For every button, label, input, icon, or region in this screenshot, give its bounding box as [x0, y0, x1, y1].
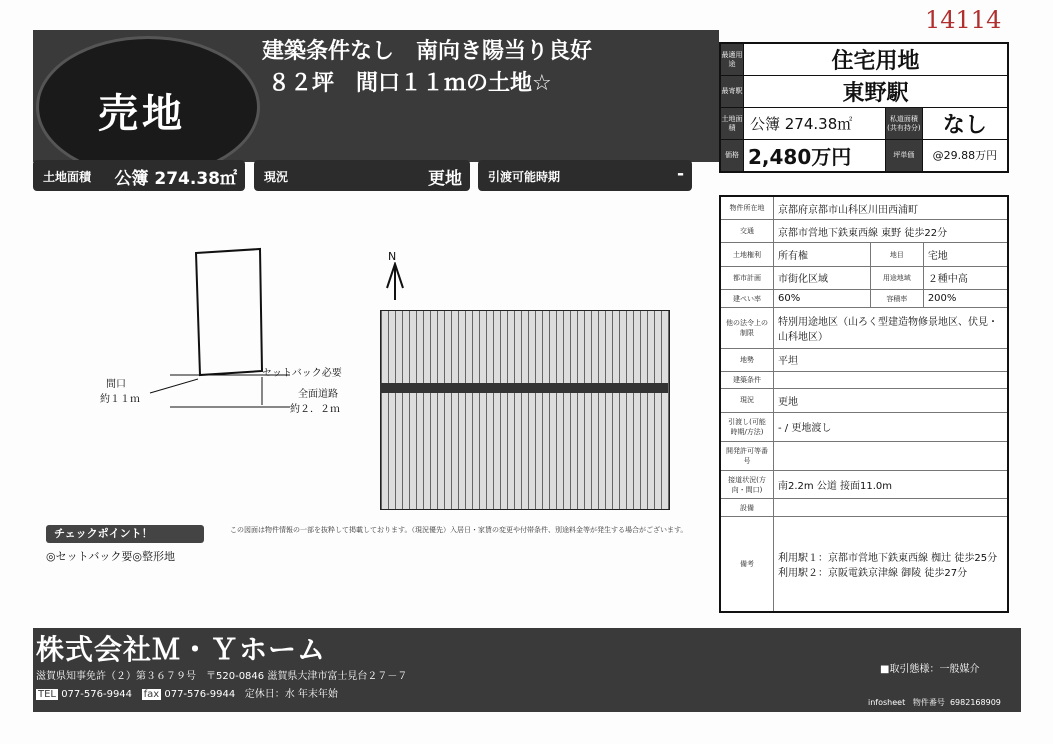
private-road-label: 私道面積(共有持分)	[885, 108, 922, 140]
detail-value: 京都市営地下鉄東西線 東野 徒歩22分	[774, 220, 1009, 243]
lot-outline	[196, 249, 262, 375]
company-name: 株式会社Ｍ・Ｙホーム	[36, 633, 327, 666]
detail-label-2: 地目	[870, 243, 923, 266]
detail-label: 設備	[720, 499, 774, 517]
tsubo-label: 坪単価	[885, 140, 922, 172]
detail-value	[774, 372, 1009, 389]
fax-label: fax	[143, 689, 160, 700]
frontage-arrow	[150, 379, 198, 393]
road-label: 全面道路	[298, 389, 338, 400]
detail-value: 60%	[774, 289, 871, 308]
status-label: 現況	[264, 170, 289, 184]
detail-label: 物件所在地	[720, 196, 774, 220]
use-label: 最適用途	[720, 43, 744, 76]
land-area-value: 公簿 274.38㎡	[744, 108, 886, 140]
detail-row	[720, 308, 1008, 349]
detail-row	[720, 412, 1008, 441]
detail-row	[720, 372, 1008, 389]
location-map	[380, 310, 670, 510]
north-label: N	[388, 250, 397, 263]
detail-row	[720, 289, 1008, 308]
sheet-label: infosheet	[868, 698, 906, 707]
station-value: 東野駅	[744, 76, 1009, 108]
detail-value: 更地	[774, 389, 1009, 412]
detail-value-2: 宅地	[923, 243, 1008, 266]
detail-value-2: ２種中高	[923, 266, 1008, 289]
detail-label-2: 用途地域	[870, 266, 923, 289]
north-arrow-icon	[385, 262, 405, 302]
setback-note: セットバック必要	[262, 368, 342, 379]
detail-value: 所有権	[774, 243, 871, 266]
road-value: 約２．２ｍ	[290, 404, 340, 415]
id-value: 6982168909	[949, 698, 1001, 707]
detail-label: 現況	[720, 389, 774, 412]
price-label: 価格	[720, 140, 744, 172]
land-area-label: 土地面積	[720, 108, 744, 140]
detail-value: 利用駅１：京都市営地下鉄東西線 椥辻 徒歩25分 利用駅２：京阪電鉄京津線 御陵 徒歩27分	[774, 517, 1009, 613]
detail-label: 建築条件	[720, 372, 774, 389]
holiday: 定休日：水 年末年始	[244, 689, 338, 700]
detail-value	[774, 499, 1009, 517]
frontage-value: 約１１ｍ	[100, 394, 140, 405]
detail-label-2: 容積率	[870, 289, 923, 308]
tel-number: 077-576-9944	[61, 689, 133, 700]
catch-line-1: 建築条件なし 南向き陽当り良好	[262, 39, 593, 64]
detail-label: 地勢	[720, 348, 774, 371]
detail-label: 引渡し(可能時期/方法)	[720, 412, 774, 441]
id-label: 物件番号	[912, 698, 945, 707]
area-bar	[33, 160, 245, 191]
detail-label: 交通	[720, 220, 774, 243]
handwritten-number: 14114	[925, 6, 1002, 34]
detail-label: 備考	[720, 517, 774, 613]
frontage-label: 間口	[106, 379, 126, 390]
license-address: 滋賀県知事免許（２）第３６７９号 〒520-0846 滋賀県大津市富士見台２７－７	[36, 671, 408, 682]
contact-line	[36, 685, 338, 700]
detail-value: 特別用途地区（山ろく型建造物修景地区、伏見・山科地区）	[774, 308, 1009, 349]
sheet-id-line	[868, 697, 1001, 708]
detail-label: 土地権利	[720, 243, 774, 266]
detail-value-2: 200%	[923, 289, 1008, 308]
detail-row	[720, 499, 1008, 517]
sale-badge: 売地	[98, 91, 186, 137]
handover-bar	[478, 160, 692, 191]
detail-label: 開発許可等番号	[720, 441, 774, 470]
detail-row	[720, 470, 1008, 499]
detail-label: 都市計画	[720, 266, 774, 289]
detail-row	[720, 441, 1008, 470]
tsubo-value: @29.88万円	[922, 140, 1008, 172]
detail-label: 建ぺい率	[720, 289, 774, 308]
handover-value: -	[676, 164, 684, 184]
area-value: 公簿 274.38㎡	[114, 169, 237, 189]
use-value: 住宅用地	[744, 43, 1009, 76]
detail-row	[720, 517, 1008, 613]
detail-value: 南2.2m 公道 接面11.0m	[774, 470, 1009, 499]
area-label: 土地面積	[43, 170, 92, 184]
detail-row	[720, 348, 1008, 371]
catch-line-2: ８２坪 間口１１ｍの土地☆	[268, 71, 552, 96]
detail-row	[720, 389, 1008, 412]
private-road-value: なし	[922, 108, 1008, 140]
detail-value: - / 更地渡し	[774, 412, 1009, 441]
price-value: 2,480万円	[744, 140, 886, 172]
status-value: 更地	[428, 169, 462, 189]
detail-row	[720, 266, 1008, 289]
detail-row	[720, 243, 1008, 266]
deal-type: ■取引態様：一般媒介	[880, 664, 980, 675]
station-label: 最寄駅	[720, 76, 744, 108]
disclaimer: この図面は物件情報の一部を抜粋して掲載しております。（現況優先）入居日・家賃の変更や付帯条件、別途料金等が発生する場合がございます。	[230, 526, 688, 534]
detail-value: 京都府京都市山科区川田西浦町	[774, 196, 1009, 220]
detail-table	[719, 195, 1009, 613]
detail-value: 市街化区域	[774, 266, 871, 289]
detail-row	[720, 220, 1008, 243]
detail-label: 他の法令上の制限	[720, 308, 774, 349]
tel-label: TEL	[38, 689, 56, 700]
fax-number: 077-576-9944	[164, 689, 236, 700]
checkpoint-items: ◎セットバック要◎整形地	[46, 550, 175, 563]
map-main-road	[380, 383, 668, 393]
detail-value	[774, 441, 1009, 470]
handover-label: 引渡可能時期	[488, 170, 561, 184]
detail-label: 接道状況(方向・間口)	[720, 470, 774, 499]
status-bar	[254, 160, 470, 191]
checkpoint-title: チェックポイント！	[46, 525, 204, 543]
detail-value: 平坦	[774, 348, 1009, 371]
detail-row	[720, 196, 1008, 220]
summary-table	[719, 42, 1009, 173]
